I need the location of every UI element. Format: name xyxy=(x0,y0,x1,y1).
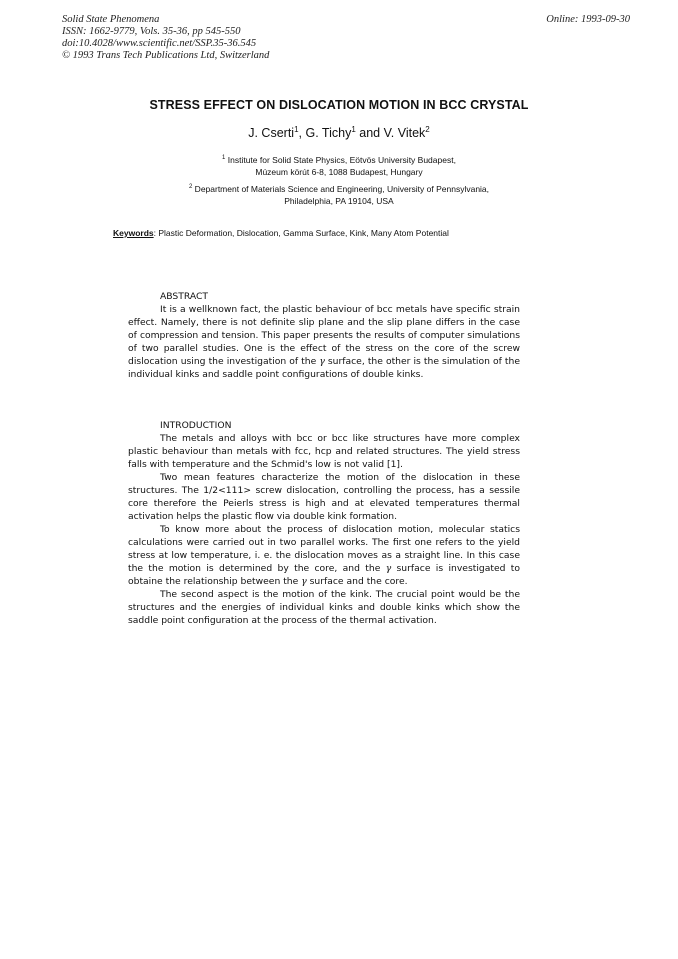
journal-issn: ISSN: 1662-9779, Vols. 35-36, pp 545-550 xyxy=(62,26,241,37)
journal-name: Solid State Phenomena xyxy=(62,14,160,25)
intro-text-part: To know more about the process of dislocation motion, molecular statics calculations were carried out in two parallel works. The first one refers to the yield stress at low temperature, i. e. the dislocation moves as a straight line. In this case the the motion is determined by the core, and the xyxy=(128,524,520,574)
intro-paragraph-1: The metals and alloys with bcc or bcc like structures have more complex plastic behaviour than metals with fcc, hcp and related structures. The yield stress falls with temperature and the Schmid's low is not valid [1]. xyxy=(128,433,520,470)
affiliation-1 xyxy=(0,152,678,178)
abstract-text-part: surface, the other is the simulation of the individual kinks and saddle point configurations of double kinks. xyxy=(128,356,520,380)
introduction-heading: INTRODUCTION xyxy=(160,420,232,431)
abstract-heading: ABSTRACT xyxy=(160,291,209,302)
intro-paragraph-3 xyxy=(128,523,520,588)
introduction-section xyxy=(128,419,520,627)
abstract-paragraph xyxy=(128,303,520,381)
author-vitek: and V. Vitek xyxy=(355,126,426,141)
gamma-symbol: γ xyxy=(301,576,307,587)
author-affil-mark: 1 xyxy=(351,125,356,134)
affiliation-1-line-1 xyxy=(0,152,678,166)
affiliation-1-text: Institute for Solid State Physics, Eötvös University Budapest, xyxy=(225,154,456,165)
keywords-label: Keywords xyxy=(113,228,154,238)
author-cserti: J. Cserti xyxy=(248,126,295,141)
author-affil-mark: 2 xyxy=(425,125,430,134)
affiliation-2 xyxy=(0,181,678,207)
affiliation-2-line-2: Philadelphia, PA 19104, USA xyxy=(284,195,394,206)
author-tichy: , G. Tichy xyxy=(298,126,352,141)
author-list xyxy=(0,125,678,140)
intro-text-part: surface is investigated to obtaine the relationship between the xyxy=(128,563,520,587)
affiliation-1-line-2: Múzeum körút 6-8, 1088 Budapest, Hungary xyxy=(255,166,423,177)
journal-header xyxy=(62,14,269,62)
paper-title: STRESS EFFECT ON DISLOCATION MOTION IN BCC CRYSTAL xyxy=(149,98,529,112)
keywords-text: : Plastic Deformation, Dislocation, Gamma Surface, Kink, Many Atom Potential xyxy=(153,228,449,238)
gamma-symbol: γ xyxy=(319,356,325,367)
author-affil-mark: 1 xyxy=(294,125,299,134)
affiliation-2-line-1 xyxy=(0,181,678,195)
intro-paragraph-4: The second aspect is the motion of the kink. The crucial point would be the structures and the energies of individual kinks and double kinks which show the saddle point configuration at the process of the thermal activation. xyxy=(128,589,520,626)
abstract-section xyxy=(128,290,520,381)
affiliation-mark: 2 xyxy=(188,184,193,190)
affiliation-2-text: Department of Materials Science and Engineering, University of Pennsylvania, xyxy=(192,183,490,194)
intro-paragraph-2: Two mean features characterize the motion of the dislocation in these structures. The 1/2<111> screw dislocation, controlling the process, has a sessile core therefore the Peierls stress is high and at elevated temperatures thermal activation helps the plastic flow via double kink formation. xyxy=(128,472,520,522)
gamma-symbol: γ xyxy=(385,563,392,574)
intro-text-part: surface and the core. xyxy=(306,576,408,587)
journal-doi[interactable]: doi:10.4028/www.scientific.net/SSP.35-36.545 xyxy=(62,38,257,49)
online-date: Online: 1993-09-30 xyxy=(546,14,630,25)
keywords xyxy=(113,228,449,238)
affiliation-mark: 1 xyxy=(222,155,226,161)
journal-copyright: © 1993 Trans Tech Publications Ltd, Switzerland xyxy=(62,50,270,61)
abstract-text-part: It is a wellknown fact, the plastic behaviour of bcc metals have specific strain effect. Namely, there is not definite slip plane and the slip plane differs in the case of compression and tension. This paper presents the results of computer simulations of two parallel studies. One is the effect of the stress on the core of the screw dislocation using the investigation of the xyxy=(128,304,520,367)
